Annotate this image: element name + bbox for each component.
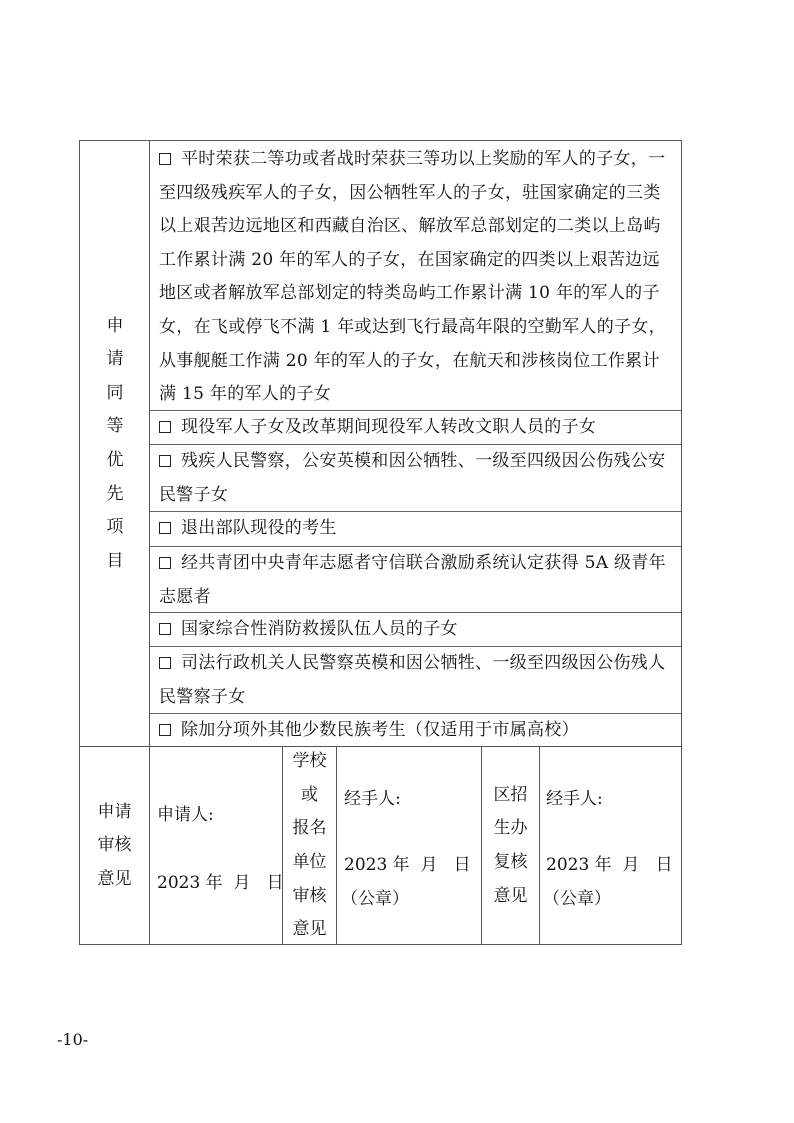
school-label-line: 单位 (292, 852, 327, 872)
school-label-line: 审核 (292, 885, 327, 906)
school-label-line: 学校 (292, 751, 327, 772)
item-text: 残疾人民警察，公安英模和因公牺牲、一级至四级因公伤残公安民警子女 (159, 451, 666, 505)
school-seal: （公章） (341, 889, 409, 909)
section-label-char: 申 (106, 315, 124, 336)
item-text: 现役军人子女及改革期间现役军人转改文职人员的子女 (181, 417, 597, 437)
district-seal: （公章） (543, 889, 611, 909)
applicant-label: 申请人: (157, 805, 214, 825)
priority-item-judicial-police (151, 647, 681, 713)
section-label-char: 同 (106, 382, 124, 403)
item-text: 司法行政机关人民警察英模和因公牺牲、一级至四级因公伤残人民警察子女 (159, 653, 666, 707)
priority-item-volunteer (151, 547, 681, 612)
checkbox[interactable] (159, 421, 171, 433)
applicant-signature-cell[interactable] (150, 747, 282, 945)
school-label-line: 或 (301, 784, 318, 805)
review-label-line: 意见 (97, 868, 132, 889)
item-text: 除加分项外其他少数民族考生（仅适用于市属高校） (181, 720, 579, 740)
checkbox[interactable] (159, 724, 171, 736)
district-date: 2023 年 月 日 (546, 855, 673, 875)
school-date: 2023 年 月 日 (344, 855, 471, 875)
school-label-line: 意见 (292, 919, 327, 940)
district-label-line: 生办 (493, 818, 528, 839)
item-text: 平时荣获二等功或者战时荣获三等功以上奖励的军人的子女，一至四级残疾军人的子女，因公牺牲军人的子女，驻国家确定的三类以上艰苦边远地区和西藏自治区、解放军总部划定的二类以上岛屿工作累计满 20 年的军人的子女，在国家确定的四类以上艰苦边远地区或者解放军总部划定的特类岛屿工作累计满 10 年的军人的子女，在飞或停飞不满 1 年或达到飞行最高年限的空勤军人的子女，从事舰艇工作满 20 年的军人的子女，在航天和涉核岗位工作累计满 15 年的军人的子女 (159, 149, 666, 405)
applicant-date: 2023 年 月 日 (157, 873, 284, 893)
item-text: 国家综合性消防救援队伍人员的子女 (181, 619, 458, 639)
priority-application-table (79, 140, 682, 945)
section-label-char: 请 (106, 349, 124, 370)
district-review-label (482, 747, 539, 945)
section-label-priority-items (80, 141, 150, 747)
checkbox[interactable] (159, 623, 171, 635)
section-label-char: 等 (106, 416, 124, 437)
school-handler-label: 经手人: (344, 789, 401, 809)
checkbox[interactable] (159, 657, 171, 669)
checkbox[interactable] (159, 153, 171, 165)
district-label-line: 意见 (493, 885, 528, 906)
priority-item-police (151, 445, 681, 511)
section-label-char: 先 (106, 483, 124, 504)
district-label-line: 复核 (493, 852, 528, 872)
checkbox[interactable] (159, 455, 171, 467)
item-text: 退出部队现役的考生 (181, 518, 337, 538)
priority-item-fire-rescue (151, 613, 681, 646)
page-number: -10- (57, 1030, 89, 1049)
review-label-line: 审核 (97, 835, 132, 856)
priority-item-ethnic-minority (151, 714, 681, 747)
checkbox[interactable] (159, 557, 171, 569)
school-review-label (283, 747, 336, 945)
item-text: 经共青团中央青年志愿者守信联合激励系统认定获得 5A 级青年志愿者 (159, 553, 666, 607)
district-label-line: 区招 (493, 784, 528, 805)
section-label-char: 目 (106, 550, 124, 571)
priority-item-veteran (151, 512, 681, 546)
section-label-char: 项 (106, 517, 124, 538)
school-review-cell[interactable] (337, 747, 481, 945)
school-label-line: 报名 (292, 818, 327, 839)
priority-item-active-military (151, 411, 681, 444)
district-handler-label: 经手人: (546, 789, 603, 809)
review-label-line: 申请 (97, 801, 132, 822)
section-label-char: 优 (106, 450, 124, 470)
district-review-cell[interactable] (540, 747, 682, 945)
checkbox[interactable] (159, 522, 171, 534)
review-label (80, 747, 149, 945)
priority-item-military-merit (151, 143, 681, 410)
